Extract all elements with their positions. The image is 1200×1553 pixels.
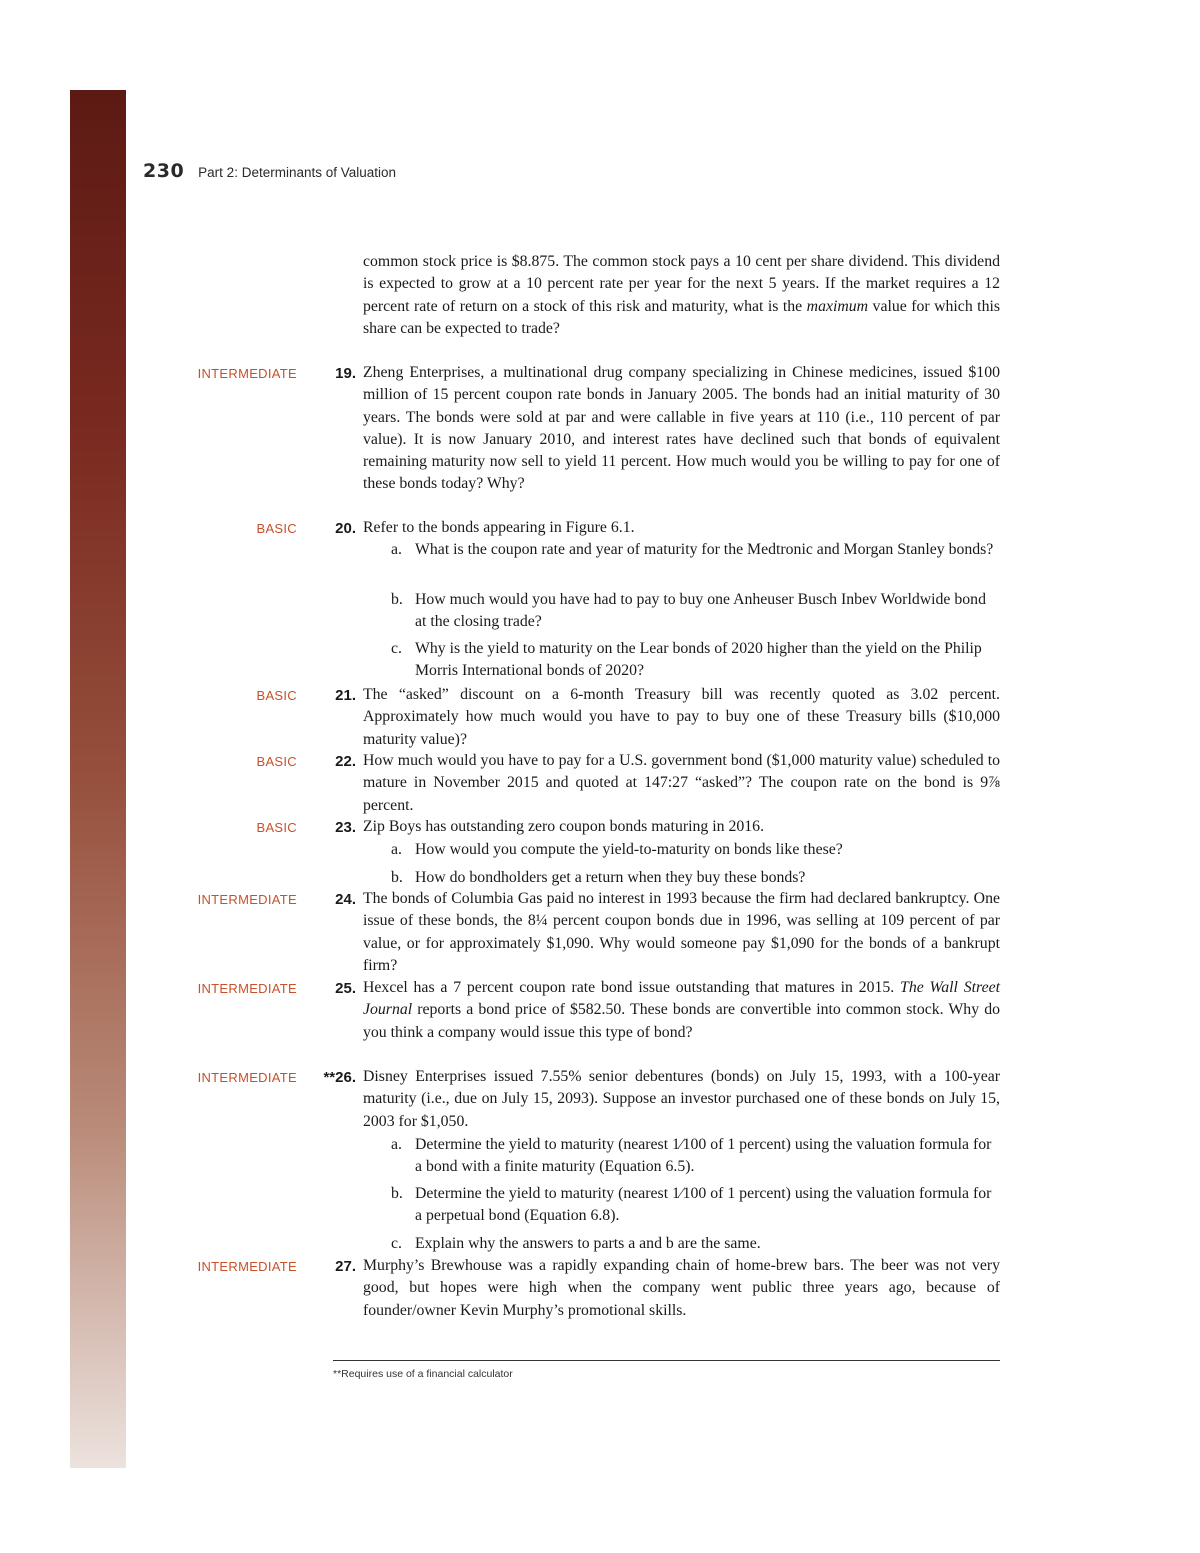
problem-text: The bonds of Columbia Gas paid no interest in 1993 because the firm had declared bankruptcy. One issue of these bonds, the 8¼ percent coupon bonds due in 1996, was selling at 109 percent of par value, or for approximately $1,090. Why would someone pay $1,090 for the bonds of a bankrupt firm?	[363, 890, 1000, 974]
page-header	[143, 160, 396, 182]
problem-number: 24.	[335, 891, 356, 908]
part-letter: b.	[391, 1185, 403, 1202]
problem-text: Murphy’s Brewhouse was a rapidly expanding chain of home-brew bars. The beer was not very good, but hopes were high when the company went public three years ago, because of founder/owner Kevin Murphy’s promotional skills.	[363, 1257, 1000, 1319]
footnote-rule	[333, 1360, 1000, 1361]
problem-text-part: reports a bond price of $582.50. These bonds are convertible into common stock. Why do you think a company would issue this type of bond?	[363, 1001, 1000, 1041]
continuation-text-2: value for which this share can be expected to trade?	[363, 297, 1001, 337]
problem-text: Zheng Enterprises, a multinational drug company specializing in Chinese medicines, issued $100 million of 15 percent coupon rate bonds in January 2005. The bonds had an initial maturity of 30 years. The bonds were sold at par and were callable in five years at 110 (i.e., 110 percent of par value). It is now January 2010, and interest rates have declined such that bonds of equivalent remaining maturity now sell to yield 11 percent. How much would you be willing to pay for one of these bonds today? Why?	[363, 364, 1000, 493]
problem-text: The “asked” discount on a 6-month Treasury bill was recently quoted as 3.02 percent. Approximately how much would you have to pay to buy one of these Treasury bills ($10,000 maturity value)?	[363, 686, 1000, 748]
part-text: How would you compute the yield-to-maturity on bonds like these?	[415, 841, 843, 858]
part-text: Why is the yield to maturity on the Lear bonds of 2020 higher than the yield on the Philip Morris International bonds of 2020?	[415, 640, 982, 680]
difficulty-tag: INTERMEDIATE	[197, 892, 297, 907]
part-letter: b.	[391, 591, 403, 608]
problem-number: 27.	[335, 1258, 356, 1275]
part-letter: a.	[391, 841, 402, 858]
decorative-sidebar	[70, 90, 126, 1468]
difficulty-tag: BASIC	[256, 754, 297, 769]
problem-number: 19.	[335, 365, 356, 382]
problem-number: 23.	[335, 819, 356, 836]
part-text: How do bondholders get a return when they buy these bonds?	[415, 869, 806, 886]
problem-number: **26.	[323, 1069, 356, 1086]
problem-number: 21.	[335, 687, 356, 704]
difficulty-tag: INTERMEDIATE	[197, 1259, 297, 1274]
continuation-paragraph	[363, 251, 1000, 340]
problem-text: Disney Enterprises issued 7.55% senior debentures (bonds) on July 15, 1993, with a 100-year maturity (i.e., due on July 15, 2093). Suppose an investor purchased one of these bonds on July 15, 2003 for $1,050.	[363, 1068, 1000, 1130]
part-letter: a.	[391, 541, 402, 558]
running-head: Part 2: Determinants of Valuation	[198, 165, 397, 180]
problem-text: Refer to the bonds appearing in Figure 6.1.	[363, 519, 635, 536]
difficulty-tag: BASIC	[256, 688, 297, 703]
difficulty-tag: BASIC	[256, 521, 297, 536]
problem-number: 25.	[335, 980, 356, 997]
problem-number: 20.	[335, 520, 356, 537]
part-text: Explain why the answers to parts a and b are the same.	[415, 1235, 761, 1252]
part-letter: b.	[391, 869, 403, 886]
problem-text-part: Hexcel has a 7 percent coupon rate bond issue outstanding that matures in 2015.	[363, 979, 895, 996]
part-text: What is the coupon rate and year of maturity for the Medtronic and Morgan Stanley bonds?	[415, 541, 994, 558]
footnote: **Requires use of a financial calculator	[333, 1368, 513, 1380]
part-text: Determine the yield to maturity (nearest 1⁄100 of 1 percent) using the valuation formula for a bond with a finite maturity (Equation 6.5).	[415, 1136, 992, 1176]
difficulty-tag: INTERMEDIATE	[197, 1070, 297, 1085]
difficulty-tag: INTERMEDIATE	[197, 366, 297, 381]
continuation-emphasis: maximum	[806, 297, 869, 315]
part-letter: c.	[391, 1235, 402, 1252]
part-text: Determine the yield to maturity (nearest 1⁄100 of 1 percent) using the valuation formula for a perpetual bond (Equation 6.8).	[415, 1185, 992, 1225]
problem-text	[363, 977, 1000, 1044]
problem-text: Zip Boys has outstanding zero coupon bonds maturing in 2016.	[363, 818, 765, 835]
problem-number: 22.	[335, 753, 356, 770]
part-letter: c.	[391, 640, 402, 657]
difficulty-tag: BASIC	[256, 820, 297, 835]
part-letter: a.	[391, 1136, 402, 1153]
problem-text: How much would you have to pay for a U.S. government bond ($1,000 maturity value) scheduled to mature in November 2015 and quoted at 147:27 “asked”? The coupon rate on the bond is 9⅞ percent.	[363, 752, 1000, 814]
publication-title: The Wall Street Journal	[363, 979, 1000, 1019]
difficulty-tag: INTERMEDIATE	[197, 981, 297, 996]
part-text: How much would you have had to pay to buy one Anheuser Busch Inbev Worldwide bond at the closing trade?	[415, 591, 986, 631]
continuation-text-1: common stock price is $8.875. The common stock pays a 10 cent per share dividend. This dividend is expected to grow at a 10 percent rate per year for the next 5 years. If the market requires a 12 percent rate of return on a stock of this risk and maturity, what is the	[363, 253, 1000, 315]
page-number: 230	[143, 160, 185, 182]
